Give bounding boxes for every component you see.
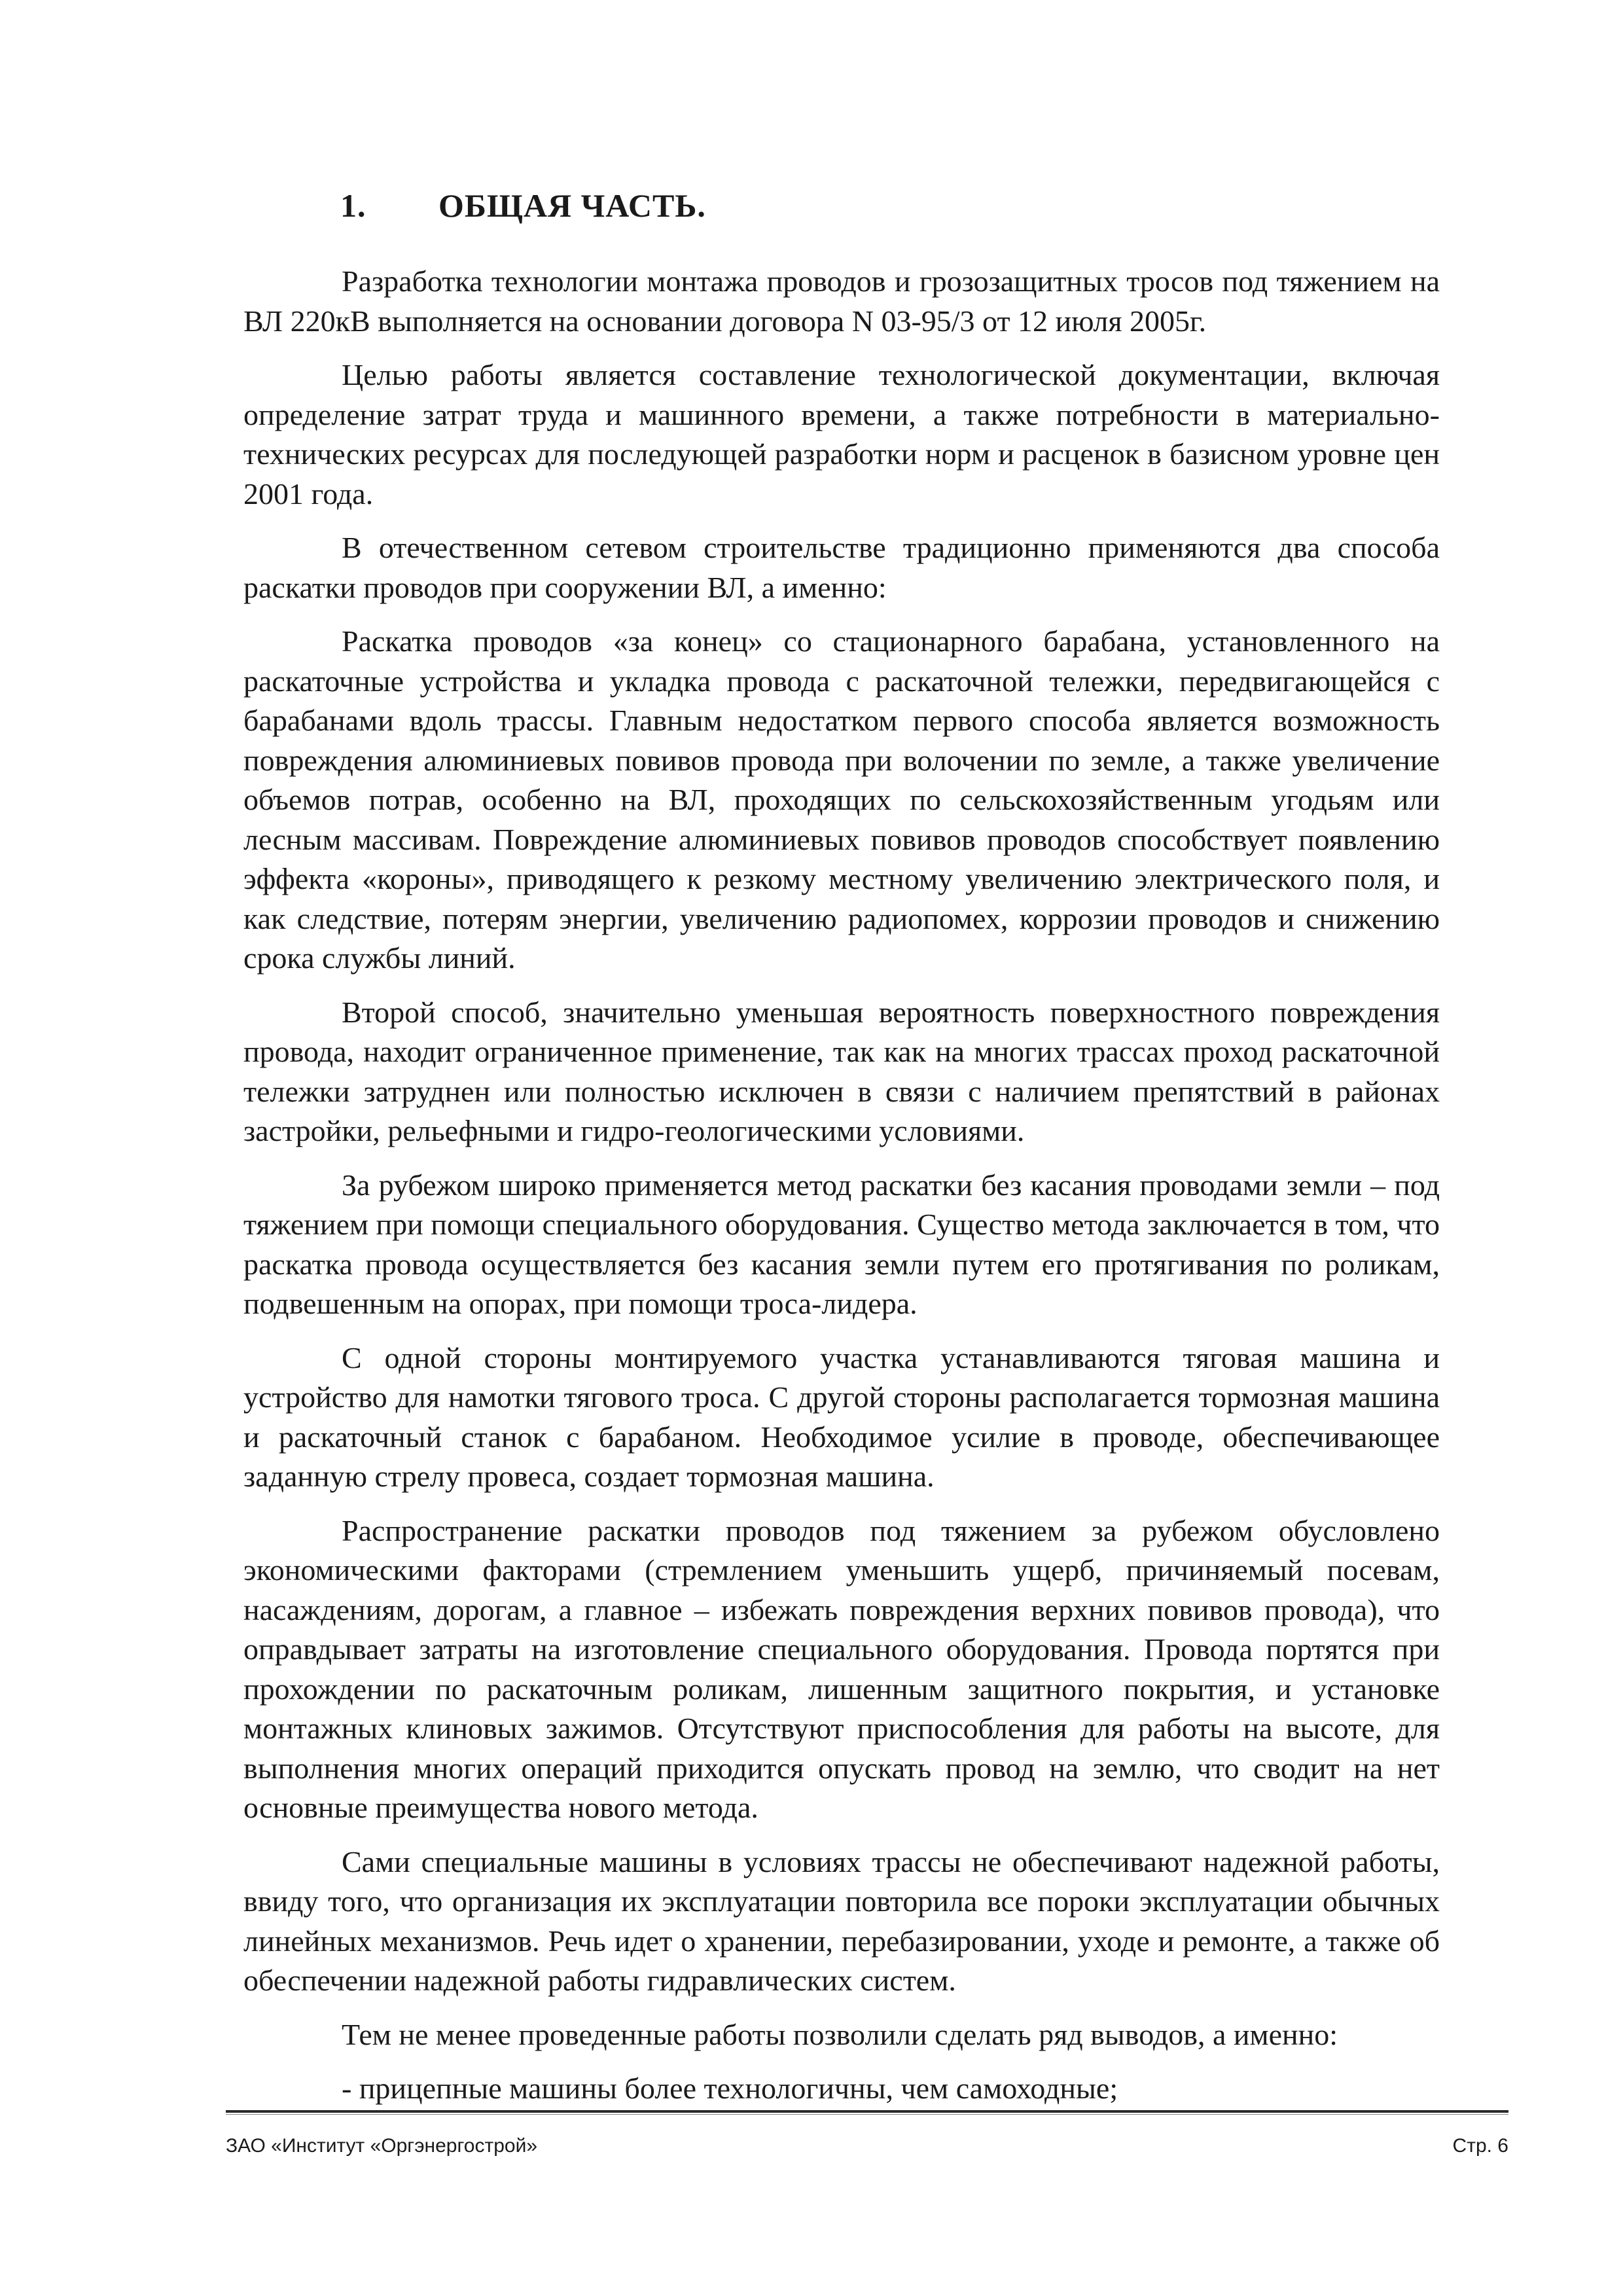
paragraph-contract: Разработка технологии монтажа проводов и грозозащитных тросов под тяжением на ВЛ 220кВ выполняется на основании договора N 03-95/3 от 12 июля 2005г. [243, 264, 1440, 338]
footer-organization: ЗАО «Институт «Оргэнергострой» [226, 2135, 538, 2157]
footer-page-number: Стр. 6 [1452, 2135, 1508, 2157]
footer-divider [226, 2110, 1508, 2113]
paragraph-conclusions-intro: Тем не менее проведенные работы позволили сделать ряд выводов, а именно: [342, 2017, 1338, 2051]
paragraph-domestic-methods: В отечественном сетевом строительстве традиционно применяются два способа раскатки проводов при сооружении ВЛ, а именно: [243, 531, 1440, 604]
section-number: 1. [340, 187, 366, 224]
body-text [243, 262, 1440, 2123]
paragraph-machine-reliability: Сами специальные машины в условиях трассы не обеспечивают надежной работы, ввиду того, что организация их эксплуатации повторила все пороки эксплуатации обычных линейных механизмов. Речь идет о хранении, перебазировании, уходе и ремонте, а также об обеспечении надежной работы гидравлических систем. [243, 1844, 1440, 1997]
paragraph-second-method: Второй способ, значительно уменьшая вероятность поверхностного повреждения провода, находит ограниченное применение, так как на многих трассах проход раскаточной тележки затруднен или полностью исключен в связи с наличием препятствий в районах застройки, рельефными и гидро-геологическими условиями. [243, 995, 1440, 1147]
paragraph-economic-factors: Распространение раскатки проводов под тяжением за рубежом обусловлено экономическими факторами (стремлением уменьшить ущерб, причиняемый посевам, насаждениям, дорогам, а главное – избежать повреждения верхних повивов провода), что оправдывает затраты на изготовление специального оборудования. Провода портятся при прохождении по раскаточным роликам, лишенным защитного покрытия, и установке монтажных клиновых зажимов. Отсутствуют приспособления для работы на высоте, для выполнения многих операций приходится опускать провод на землю, что сводит на нет основные преимущества нового метода. [243, 1513, 1440, 1824]
paragraph-goal: Целью работы является составление технологической документации, включая определение затрат труда и машинного времени, а также потребности в материально-технических ресурсах для последующей разработки норм и расценок в базисном уровне цен 2001 года. [243, 358, 1440, 511]
paragraph-foreign-method: За рубежом широко применяется метод раскатки без касания проводами земли – под тяжением при помощи специального оборудования. Существо метода заключается в том, что раскатка провода осуществляется без касания земли путем его протягивания по роликам, подвешенным на опорах, при помощи троса-лидера. [243, 1168, 1440, 1320]
footer-divider-thin [226, 2114, 1508, 2115]
paragraph-first-method: Раскатка проводов «за конец» со стационарного барабана, установленного на раскаточные устройства и укладка провода с раскаточной тележки, передвигающейся с барабанами вдоль трассы. Главным недостатком первого способа является возможность повреждения алюминиевых повивов провода при волочении по земле, а также увеличение объемов потрав, особенно на ВЛ, проходящих по сельскохозяйственным угодьям или лесным массивам. Повреждение алюминиевых повивов проводов способствует появлению эффекта «короны», приводящего к резкому местному увеличению электрического поля, и как следствие, потерям энергии, увеличению радиопомех, коррозии проводов и снижению срока службы линий. [243, 624, 1440, 975]
paragraph-equipment-setup: С одной стороны монтируемого участка устанавливаются тяговая машина и устройство для намотки тягового троса. С другой стороны располагается тормозная машина и раскаточный станок с барабаном. Необходимое усилие в проводе, обеспечивающее заданную стрелу провеса, создает тормозная машина. [243, 1340, 1440, 1493]
list-item-trailed-machines: - прицепные машины более технологичны, чем самоходные; [342, 2072, 1118, 2105]
section-title: ОБЩАЯ ЧАСТЬ. [438, 187, 706, 224]
section-heading [340, 187, 706, 224]
